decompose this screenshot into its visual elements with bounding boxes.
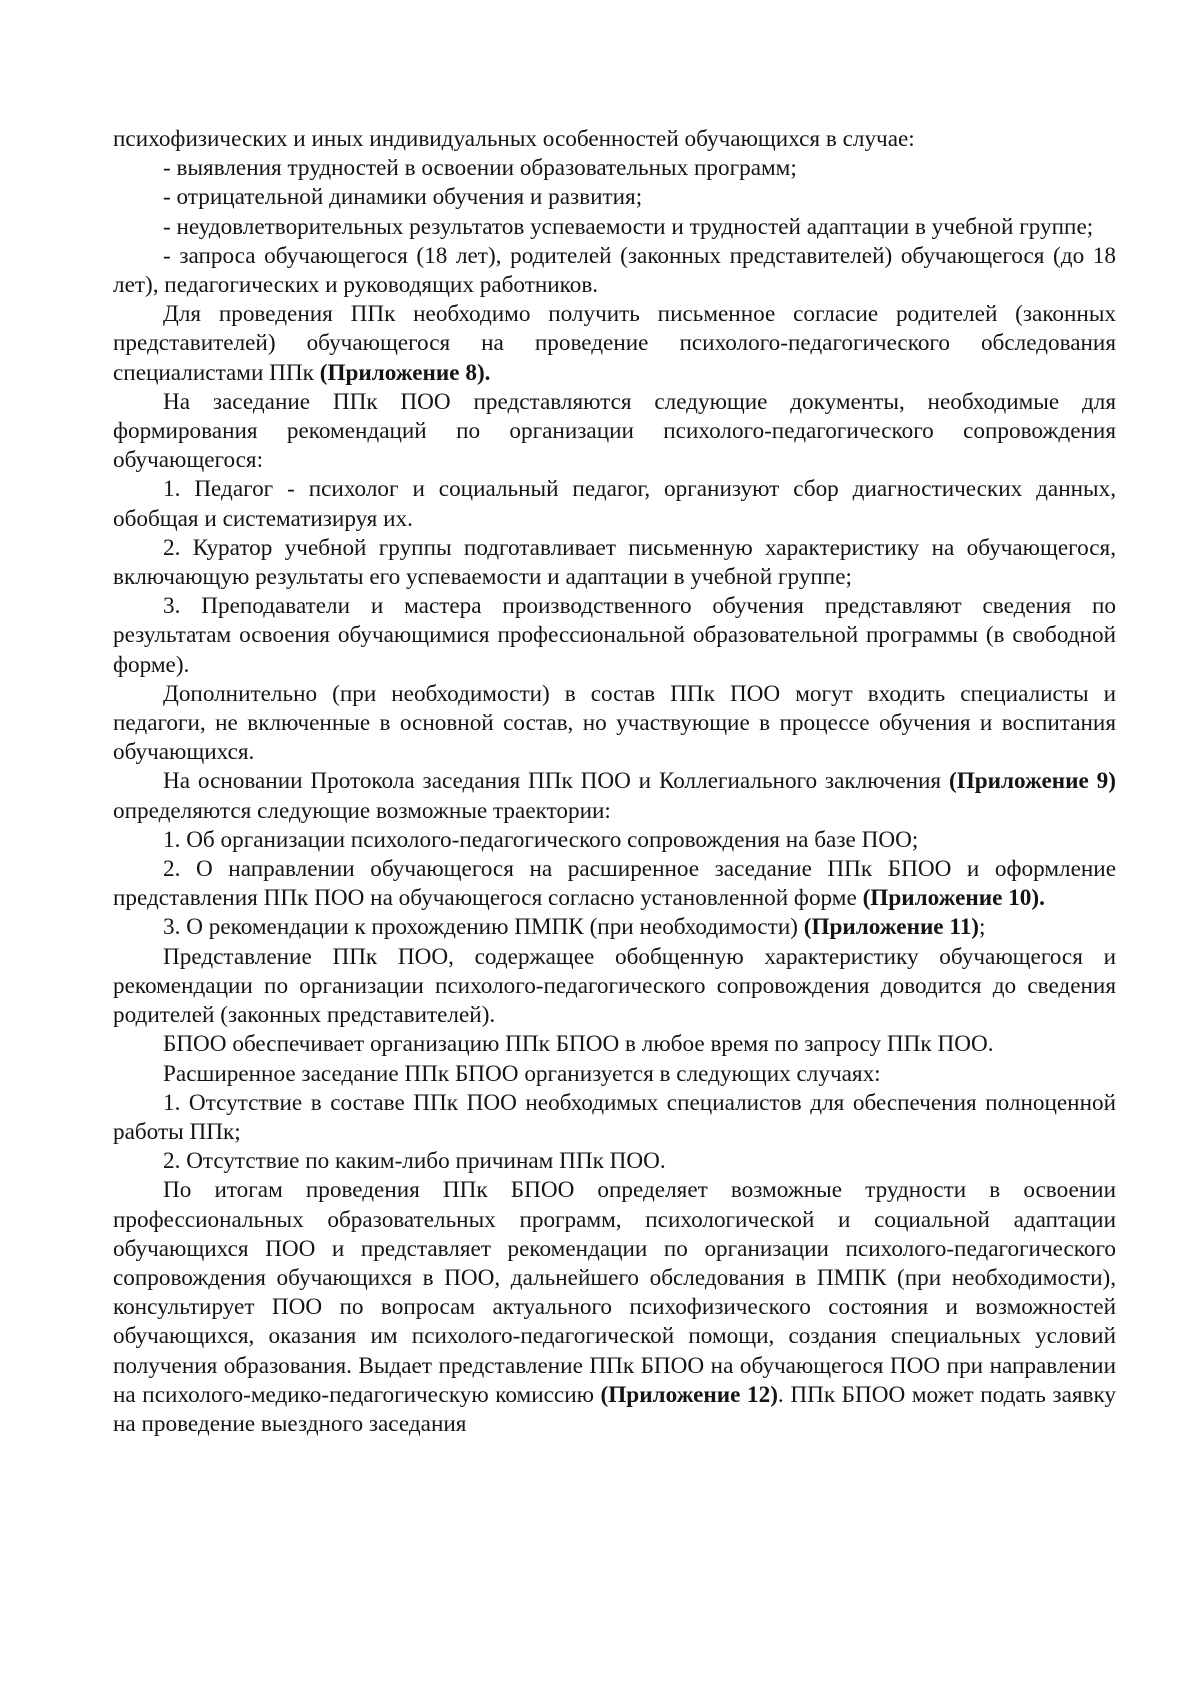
paragraph-text: ; [979,914,986,941]
list-item: 1. Отсутствие в составе ППк ПОО необходимых специалистов для обеспечения полноценной работы ППк; [113,1089,1116,1145]
appendix-reference: (Приложение 11) [803,914,980,941]
paragraph-text: По итогам проведения ППк БПОО определяет возможные трудности в освоении профессиональных образовательных программ, психологической и социальной адаптации обучающихся ПОО и представляет рекомендации по организации психолого-педагогического сопровождения обучающихся в ПОО, дальнейшего обследования в ПМПК (при необходимости), консультирует ПОО по вопросам актуального психофизического состояния и возможностей обучающихся, оказания им психолого-педагогической помощи, создания специальных условий получения образования. Выдает представление ППк БПОО на обучающегося ПОО при направлении на психолого-медико-педагогическую комиссию [113,1177,1116,1408]
list-item: - выявления трудностей в освоении образовательных программ; [163,155,797,182]
paragraph: Представление ППк ПОО, содержащее обобщенную характеристику обучающегося и рекомендации по организации психолого-педагогического сопровождения доводится до сведения родителей (законных представителей). [113,943,1116,1029]
paragraph-text: определяются следующие возможные траектории: [113,797,611,824]
appendix-reference: (Приложение 12) [600,1381,778,1408]
list-item: - запроса обучающегося (18 лет), родителей (законных представителей) обучающегося (до 18 лет), педагогических и руководящих работников. [113,242,1116,299]
paragraph-text: На основании Протокола заседания ППк ПОО и Коллегиального заключения [163,768,949,795]
paragraph-text: Для проведения ППк необходимо получить письменное согласие родителей (законных представителей) обучающегося на проведение психолого-педагогического обследования специалистами ППк [113,301,1116,386]
list-item: - неудовлетворительных результатов успеваемости и трудностей адаптации в учебной группе; [163,213,1094,240]
list-item [113,913,1116,942]
paragraph-text: . ППк БПОО может подать заявку на проведение выездного заседания [113,1381,1117,1437]
list-item: 1. Об организации психолого-педагогического сопровождения на базе ПОО; [163,826,919,853]
document-page [113,125,1116,1439]
paragraph-text: 2. О направлении обучающегося на расширенное заседание ППк БПОО и оформление представления ППк ПОО на обучающегося согласно установленной форме [113,856,1116,912]
appendix-reference: (Приложение 10). [862,885,1045,912]
list-item: 2. Отсутствие по каким-либо причинам ППк ПОО. [163,1148,666,1175]
paragraph-text: 3. О рекомендации к прохождению ПМПК (при необходимости) [163,914,804,941]
paragraph: Дополнительно (при необходимости) в состав ППк ПОО могут входить специалисты и педагоги, не включенные в основной состав, но участвующие в процессе обучения и воспитания обучающихся. [113,680,1116,766]
list-item: - отрицательной динамики обучения и развития; [163,184,643,211]
appendix-reference: (Приложение 9) [948,768,1116,795]
list-item: 1. Педагог - психолог и социальный педагог, организуют сбор диагностических данных, обобщая и систематизируя их. [113,476,1116,532]
list-item: 2. Куратор учебной группы подготавливает письменную характеристику на обучающегося, включающую результаты его успеваемости и адаптации в учебной группе; [113,534,1116,591]
paragraph [113,300,1116,388]
list-item: 3. Преподаватели и мастера производственного обучения представляют сведения по результатам освоения обучающимися профессиональной образовательной программы (в свободной форме). [113,593,1116,678]
paragraph: психофизических и иных индивидуальных особенностей обучающихся в случае: [113,126,915,152]
appendix-reference: (Приложение 8). [319,359,491,386]
paragraph: Расширенное заседание ППк БПОО организуется в следующих случаях: [163,1060,881,1087]
paragraph: БПОО обеспечивает организацию ППк БПОО в любое время по запросу ППк ПОО. [163,1031,994,1058]
paragraph: На заседание ППк ПОО представляются следующие документы, необходимые для формирования рекомендаций по организации психолого-педагогического сопровождения обучающегося: [113,388,1116,474]
paragraph [113,767,1116,825]
list-item [113,855,1116,913]
paragraph [113,1176,1116,1439]
